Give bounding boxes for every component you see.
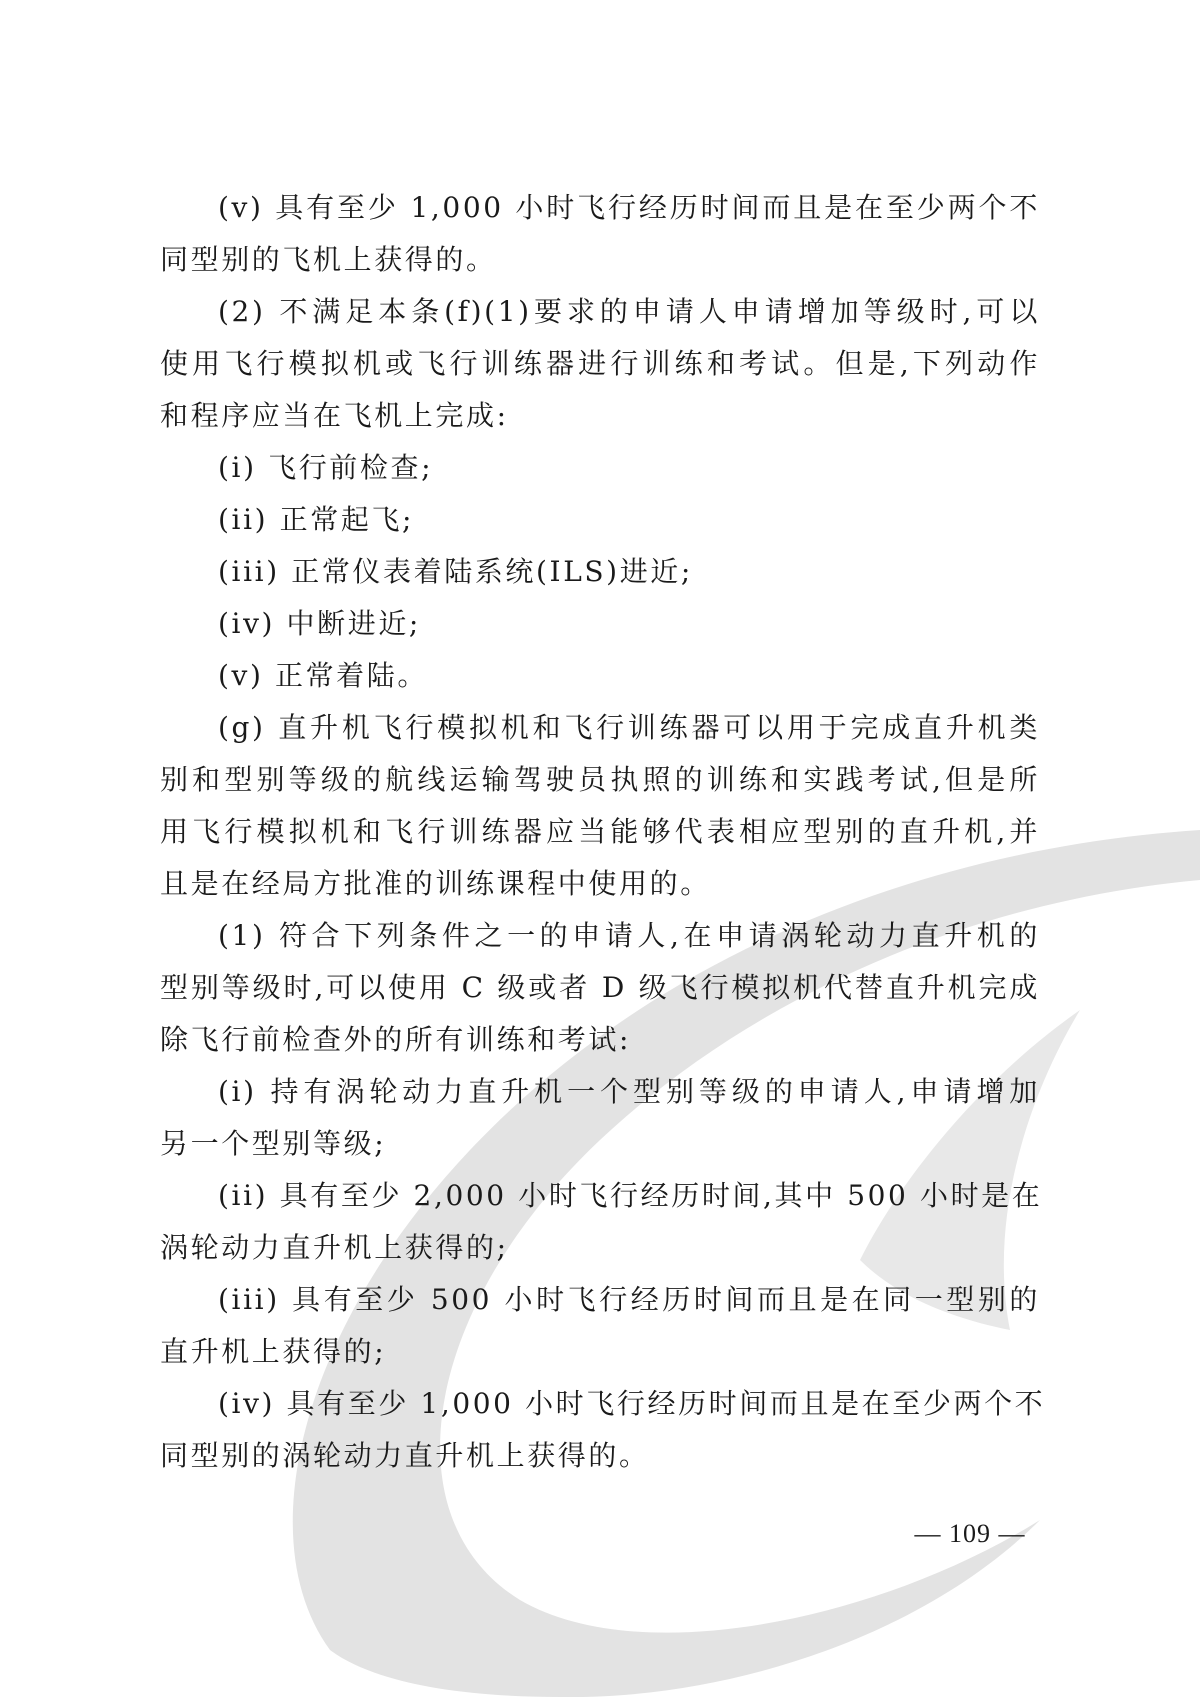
text-line: (2) 不满足本条(f)(1)要求的申请人申请增加等级时,可以	[218, 295, 1040, 328]
text-line: 且是在经局方批准的训练课程中使用的。	[160, 867, 711, 900]
text-line: 涡轮动力直升机上获得的;	[160, 1231, 509, 1264]
text-line: (i) 飞行前检查;	[218, 451, 434, 484]
text-line: 同型别的涡轮动力直升机上获得的。	[160, 1439, 650, 1472]
text-line: 使用飞行模拟机或飞行训练器进行训练和考试。但是,下列动作	[160, 347, 1040, 380]
text-line: (1) 符合下列条件之一的申请人,在申请涡轮动力直升机的	[218, 919, 1040, 952]
text-line: 用飞行模拟机和飞行训练器应当能够代表相应型别的直升机,并	[160, 815, 1040, 848]
text-line: (i) 持有涡轮动力直升机一个型别等级的申请人,申请增加	[218, 1075, 1040, 1108]
text-line: (iv) 具有至少 1,000 小时飞行经历时间而且是在至少两个不	[218, 1387, 1046, 1420]
text-line: (v) 具有至少 1,000 小时飞行经历时间而且是在至少两个不	[218, 191, 1040, 224]
text-line: (iv) 中断进近;	[218, 607, 421, 640]
text-line: 除飞行前检查外的所有训练和考试:	[160, 1023, 632, 1056]
text-line: (iii) 正常仪表着陆系统(ILS)进近;	[218, 555, 693, 588]
text-line: 和程序应当在飞机上完成:	[160, 399, 509, 432]
text-line: 同型别的飞机上获得的。	[160, 243, 497, 276]
text-line: (g) 直升机飞行模拟机和飞行训练器可以用于完成直升机类	[218, 711, 1040, 744]
page-number: — 109 —	[914, 1519, 1026, 1548]
text-line: (v) 正常着陆。	[218, 659, 428, 692]
text-line: 直升机上获得的;	[160, 1335, 387, 1368]
text-line: 型别等级时,可以使用 C 级或者 D 级飞行模拟机代替直升机完成	[160, 971, 1040, 1004]
text-line: (iii) 具有至少 500 小时飞行经历时间而且是在同一型别的	[218, 1283, 1040, 1316]
text-line: 别和型别等级的航线运输驾驶员执照的训练和实践考试,但是所	[160, 763, 1040, 796]
text-line: 另一个型别等级;	[160, 1127, 387, 1160]
text-line: (ii) 正常起飞;	[218, 503, 415, 536]
text-line: (ii) 具有至少 2,000 小时飞行经历时间,其中 500 小时是在	[218, 1179, 1043, 1212]
